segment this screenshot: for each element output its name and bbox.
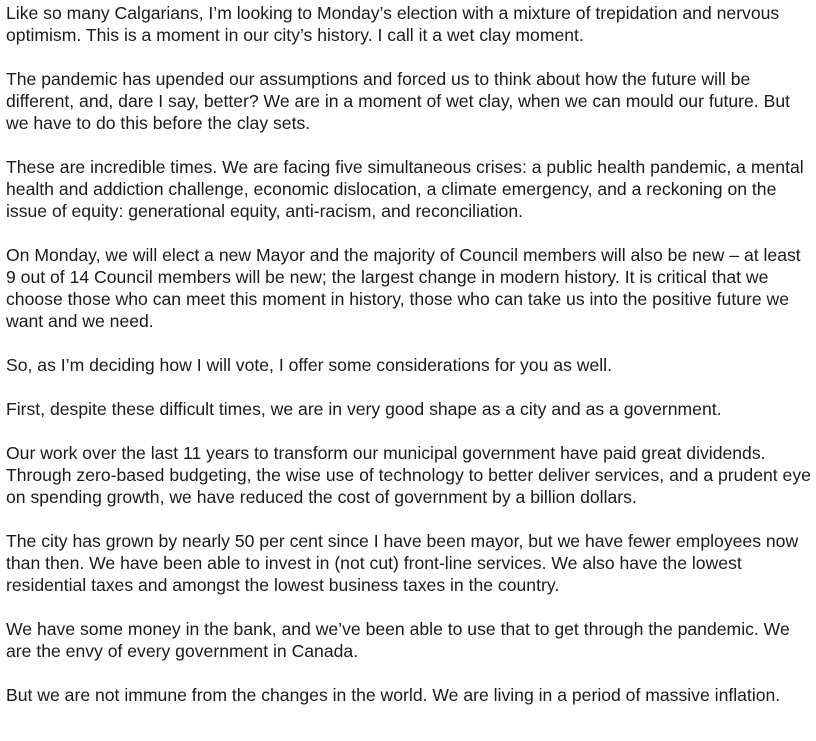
paragraph-5: So, as I’m deciding how I will vote, I offer some considerations for you as well.	[6, 355, 612, 375]
paragraph-6: First, despite these difficult times, we are in very good shape as a city and as a government.	[6, 399, 722, 419]
paragraph-8: The city has grown by nearly 50 per cent since I have been mayor, but we have fewer employees now than then. We have been able to invest in (not cut) front-line services. We also have the lowest residential taxes and amongst the lowest business taxes in the country.	[6, 531, 799, 595]
paragraph-4: On Monday, we will elect a new Mayor and the majority of Council members will also be new – at least 9 out of 14 Council members will be new; the largest change in modern history. It is critical that we choose those who can meet this moment in history, those who can take us into the positive future we want and we need.	[6, 245, 801, 331]
paragraph-1: Like so many Calgarians, I’m looking to Monday’s election with a mixture of trepidation and nervous optimism. This is a moment in our city’s history. I call it a wet clay moment.	[6, 3, 780, 45]
document-body	[6, 2, 812, 728]
paragraph-9: We have some money in the bank, and we’ve been able to use that to get through the pandemic. We are the envy of every government in Canada.	[6, 619, 790, 661]
paragraph-10: But we are not immune from the changes in the world. We are living in a period of massive inflation.	[6, 685, 781, 705]
paragraph-2: The pandemic has upended our assumptions and forced us to think about how the future will be different, and, dare I say, better? We are in a moment of wet clay, when we can mould our future. But we have to do this before the clay sets.	[6, 69, 790, 133]
paragraph-7: Our work over the last 11 years to transform our municipal government have paid great dividends. Through zero-based budgeting, the wise use of technology to better deliver services, and a prudent eye on spending growth, we have reduced the cost of government by a billion dollars.	[6, 443, 811, 507]
paragraph-3: These are incredible times. We are facing five simultaneous crises: a public health pandemic, a mental health and addiction challenge, economic dislocation, a climate emergency, and a reckoning on the issue of equity: generational equity, anti-racism, and reconciliation.	[6, 157, 804, 221]
